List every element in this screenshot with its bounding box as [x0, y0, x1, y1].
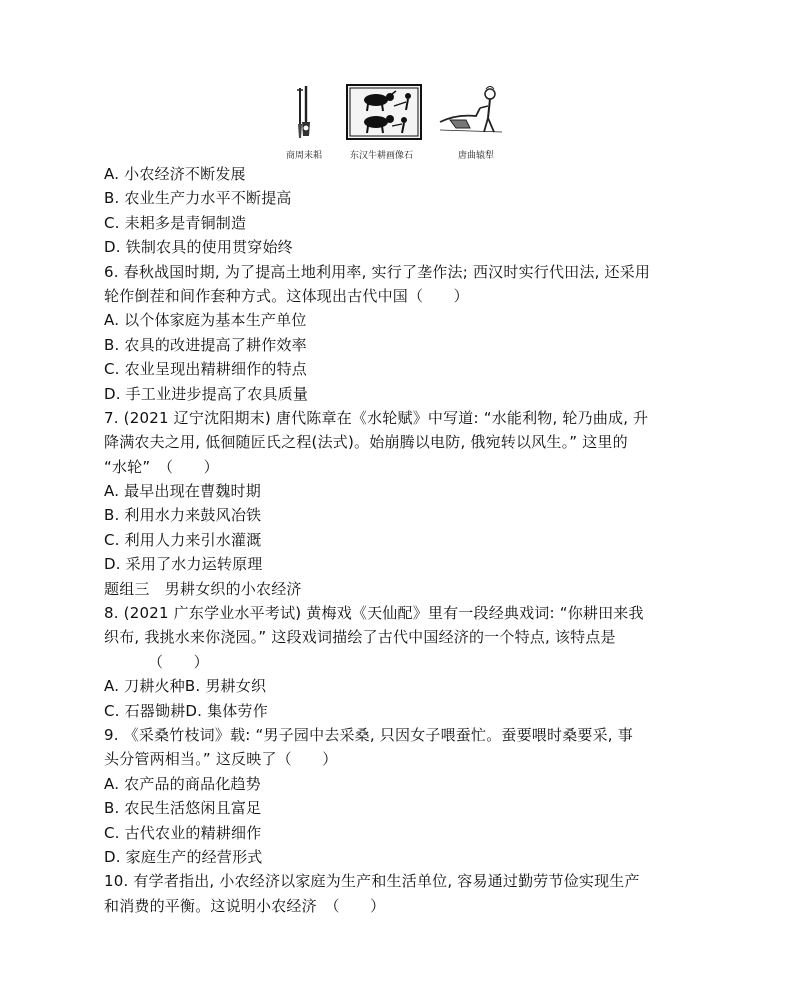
figure-strip [286, 84, 526, 164]
option-6a: A. 以个体家庭为基本生产单位 [104, 311, 307, 330]
option-7a: A. 最早出现在曹魏时期 [104, 482, 261, 501]
question-9-stem: 9. 《采桑竹枝词》载: “男子园中去采桑, 只因女子喂蚕忙。蚕要喂时桑要采, 事 [104, 725, 633, 744]
question-text [104, 162, 704, 918]
figure-leisi [286, 84, 326, 146]
question-7-stem: 7. (2021 辽宁沈阳期末) 唐代陈章在《水轮赋》中写道: “水能利物, 轮乃曲成, 升 [104, 408, 649, 427]
option-5b: B. 农业生产力水平不断提高 [104, 189, 292, 208]
option-5a: A. 小农经济不断发展 [104, 165, 246, 183]
question-8-blank: （ ） [148, 652, 209, 671]
question-9-stem-cont: 头分管两相当。” 这反映了（ ） [104, 750, 338, 769]
question-10-stem-cont: 和消费的平衡。这说明小农经济 （ ） [104, 896, 386, 915]
option-9d: D. 家庭生产的经营形式 [104, 847, 263, 866]
option-6d: D. 手工业进步提高了农具质量 [104, 384, 309, 403]
option-9a: A. 农产品的商品化趋势 [104, 774, 261, 793]
question-6-stem-cont: 轮作倒茬和间作套种方式。这体现出古代中国（ ） [104, 286, 469, 305]
option-7c: C. 利用人力来引水灌溉 [104, 530, 262, 549]
options-8cd: C. 石器锄耕D. 集体劳作 [104, 701, 268, 720]
question-10-stem: 10. 有学者指出, 小农经济以家庭为生产和生活单位, 容易通过勤劳节俭实现生产 [104, 872, 640, 891]
option-9b: B. 农民生活悠闲且富足 [104, 799, 262, 818]
option-5d: D. 铁制农具的使用贯穿始终 [104, 238, 293, 257]
option-6b: B. 农具的改进提高了耕作效率 [104, 335, 307, 354]
option-7d: D. 采用了水力运转原理 [104, 555, 263, 574]
options-8ab: A. 刀耕火种B. 男耕女织 [104, 677, 267, 696]
question-8-stem-cont: 织布, 我挑水来你浇园。” 这段戏词描绘了古代中国经济的一个特点, 该特点是 [104, 628, 616, 647]
question-7-stem-end: “水轮” （ ） [104, 457, 219, 476]
figure-niugeng [346, 84, 422, 140]
question-6-stem: 6. 春秋战国时期, 为了提高土地利用率, 实行了垄作法; 西汉时实行代田法, 还采用 [104, 262, 651, 281]
figure-quyuanli [436, 84, 508, 144]
caption-quyuanli: 唐曲辕犁 [458, 151, 495, 161]
option-6c: C. 农业呈现出精耕细作的特点 [104, 360, 308, 379]
option-9c: C. 古代农业的精耕细作 [104, 823, 262, 842]
option-7b: B. 利用水力来鼓风冶铁 [104, 506, 262, 525]
caption-niugeng: 东汉牛耕画像石 [350, 151, 414, 161]
caption-leisi: 商周耒耜 [286, 151, 323, 161]
question-8-stem: 8. (2021 广东学业水平考试) 黄梅戏《天仙配》里有一段经典戏词: “你耕田来我 [104, 604, 644, 623]
niugeng-drawing [346, 84, 422, 140]
option-5c: C. 耒耜多是青铜制造 [104, 213, 247, 232]
leisi-drawing [286, 84, 326, 146]
section-heading: 题组三 男耕女织的小农经济 [104, 579, 302, 598]
quyuanli-drawing [436, 84, 508, 144]
question-7-stem-cont: 降满农夫之用, 低徊随匠氏之程(法式)。始崩腾以电防, 俄宛转以风生。” 这里的 [104, 433, 628, 452]
